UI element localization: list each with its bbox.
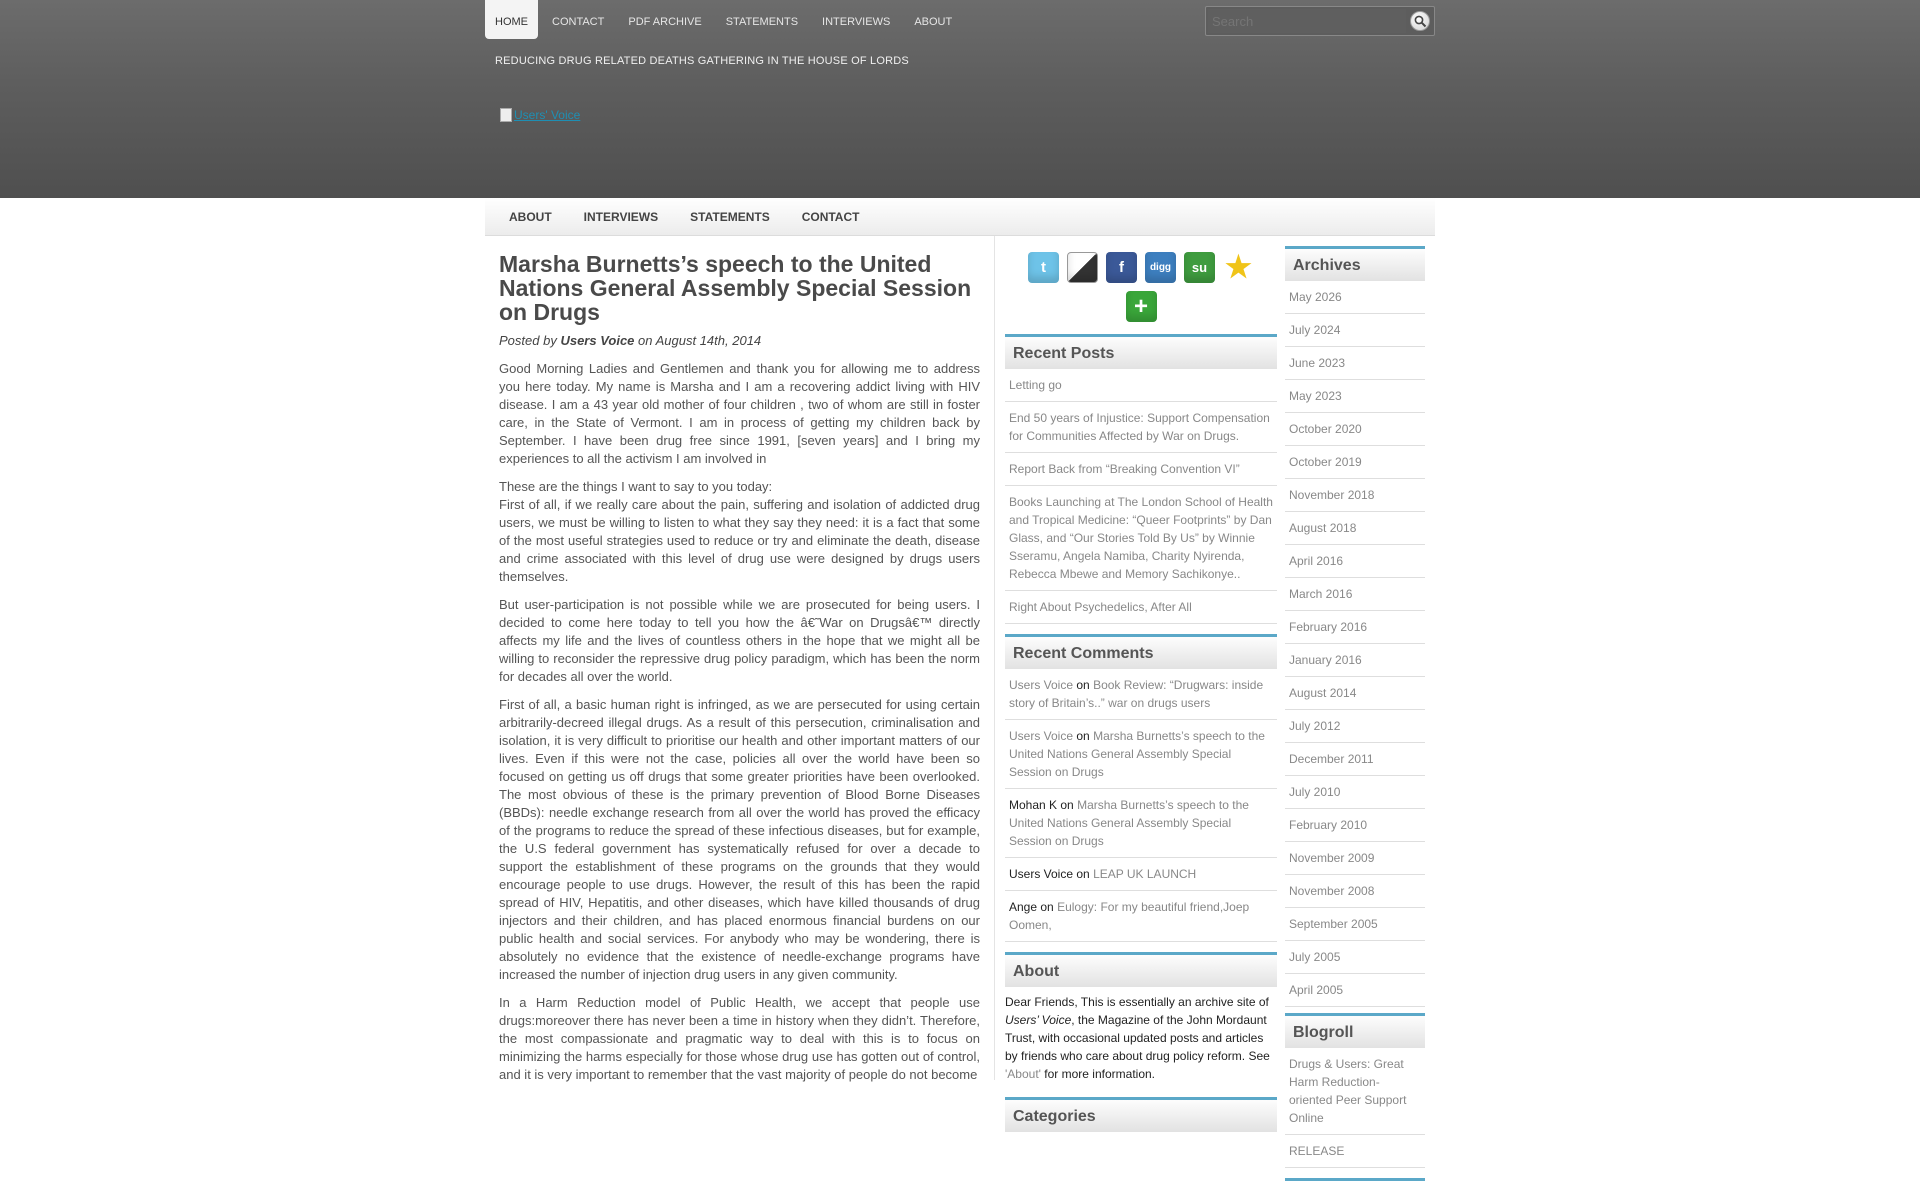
about-heading: About [1005,952,1277,987]
post-title: Marsha Burnetts’s speech to the United Nations General Assembly Special Session on Drugs [499,251,972,325]
about-text [1005,987,1277,1091]
top-navigation [485,0,966,39]
recent-posts-list [1005,369,1277,624]
archive-month-link[interactable]: July 2024 [1285,314,1425,347]
comment-post-link[interactable]: Eulogy: For my beautiful friend,Joep Oomen, [1009,900,1250,932]
post-meta [499,333,980,348]
comment-author-link[interactable]: Users Voice [1009,678,1074,692]
post-paragraph: In a Harm Reduction model of Public Health, we accept that people use drugs:moreover there has never been a time in history when they didn’t. Therefore, the most compassionate and pragmatic way to deal with this is to focus on minimizing the harms especially for those whose drug use has gotten out of control, and it is very important to remember that the vast majority of people do not become [499,995,980,1082]
archive-month-link[interactable]: April 2005 [1285,974,1425,1007]
archive-month-link[interactable]: February 2010 [1285,809,1425,842]
comment-item [1005,669,1277,720]
search-input[interactable] [1208,9,1406,33]
share-icons [1005,236,1277,328]
about-text-1: Dear Friends, This is essentially an archive site of [1005,995,1269,1009]
favorite-star-icon[interactable]: ★ [1225,251,1252,284]
column-divider [994,236,995,1080]
comment-item [1005,858,1277,891]
blogroll-list [1285,1048,1425,1168]
recent-post-link[interactable]: Letting go [1005,369,1277,402]
mainnav-contact[interactable]: CONTACT [801,210,860,224]
digg-icon[interactable]: digg [1145,252,1176,283]
comment-author: Users Voice [1009,867,1074,881]
main-navigation [485,198,1435,236]
recent-post-link[interactable]: Report Back from “Breaking Convention VI” [1005,453,1277,486]
recent-posts-heading: Recent Posts [1005,334,1277,369]
comment-author: Ange [1009,900,1038,914]
post-article [499,248,980,1094]
archive-month-link[interactable]: September 2005 [1285,908,1425,941]
post-paragraph: First of all, a basic human right is infringed, as we are persecuted for using certain arbitrarily-decreed illegal drugs. As a result of this persecution, criminalisation and isolation, it is very difficult to prioritise our health and other important matters of our lives. Even if this were not the case, policies all over the world have been so focused on getting us off drugs that some greater priorities have been overlooked. The most obvious of these is the primary prevention of Blood Borne Diseases (BBDs): needle exchange research from all over the world has proved the efficacy of the programs to reduce the spread of these infectious diseases, but for example, the U.S federal government has systematically refused for over a decade to support the establishment of these programs on the grounds that they would encourage people to use drugs. However, the result of this has been the rapid spread of HIV, Hepatitis, and other diseases, which have killed thousands of drug injectors and their children, and has placed enormous financial burdens on our public health and social services. For anybody who may be wondering, there is absolutely no evidence that the existence of needle-exchange programs have increased the number of injection drug users in any given community. [499,697,980,982]
comment-item [1005,789,1277,858]
right-sidebar [1285,236,1425,1181]
comment-post-link[interactable]: LEAP UK LAUNCH [1093,867,1197,881]
archive-month-link[interactable]: November 2018 [1285,479,1425,512]
archives-heading: Archives [1285,246,1425,281]
search-button[interactable] [1410,11,1430,31]
topnav-statements[interactable]: STATEMENTS [725,16,799,28]
comment-on: on [1076,678,1090,692]
archive-month-link[interactable]: November 2008 [1285,875,1425,908]
topnav-home[interactable]: HOME [485,0,538,39]
blogroll-heading: Blogroll [1285,1013,1425,1048]
featured-headline-link[interactable]: REDUCING DRUG RELATED DEATHS GATHERING IN THE HOUSE OF LORDS [495,55,909,67]
about-text-italic: Users’ Voice [1005,1013,1072,1027]
about-text-3: for more information. [1044,1067,1156,1081]
archive-month-link[interactable]: January 2016 [1285,644,1425,677]
stumbleupon-icon[interactable]: su [1184,252,1215,283]
topnav-interviews[interactable]: INTERVIEWS [822,16,891,28]
comment-author: Mohan K [1009,798,1058,812]
archive-month-link[interactable]: November 2009 [1285,842,1425,875]
meta-prefix: Posted by [499,333,557,348]
archive-month-link[interactable]: February 2016 [1285,611,1425,644]
facebook-icon[interactable]: f [1106,252,1137,283]
comment-on: on [1076,867,1090,881]
about-link[interactable]: 'About' [1005,1067,1041,1081]
archive-month-link[interactable]: August 2014 [1285,677,1425,710]
comment-on: on [1076,729,1090,743]
recent-post-link[interactable]: Books Launching at The London School of Health and Tropical Medicine: “Queer Footprints” by Dan Glass, and “Our Stories Told By Us” by Winnie Sseramu, Angela Namiba, Charity Nyirenda, Rebecca Mbewe and Memory Sachikonye.. [1005,486,1277,591]
archive-month-link[interactable]: May 2023 [1285,380,1425,413]
recent-comments-heading: Recent Comments [1005,634,1277,669]
blogroll-link[interactable]: RELEASE [1285,1135,1425,1168]
mainnav-statements[interactable]: STATEMENTS [690,210,770,224]
post-date: on August 14th, 2014 [638,333,762,348]
post-paragraph: But user-participation is not possible while we are prosecuted for being users. I decided to come here today to tell you how the â€˜War on Drugsâ€™ directly affects my life and the lives of countless others in the hope that we might all be willing to reconsider the repressive drug policy paradigm, which has been the norm for decades all over the world. [499,597,980,684]
comment-on: on [1060,798,1074,812]
comment-on: on [1040,900,1054,914]
delicious-icon[interactable] [1067,252,1098,283]
twitter-icon[interactable]: t [1028,252,1059,283]
comment-post-link[interactable]: Book Review: “Drugwars: inside story of Britain’s..” war on drugs users [1009,678,1264,710]
blogroll-link[interactable]: Drugs & Users: Great Harm Reduction-oriented Peer Support Online [1285,1048,1425,1135]
logo-alt-text: Users' Voice [514,108,581,122]
site-logo[interactable] [500,108,580,122]
archive-month-link[interactable]: October 2019 [1285,446,1425,479]
archive-month-link[interactable]: May 2026 [1285,281,1425,314]
archive-month-link[interactable]: July 2010 [1285,776,1425,809]
post-author-link[interactable]: Users Voice [560,333,635,348]
archive-month-link[interactable]: March 2016 [1285,578,1425,611]
post-body [499,360,980,1084]
about-text-2: , the Magazine of the John Mordaunt Trust, with occasional updated posts and articles by friends who care about drug policy reform. See [1005,1013,1270,1063]
mainnav-interviews[interactable]: INTERVIEWS [583,210,659,224]
recent-comments-list [1005,669,1277,942]
search-box [1205,6,1435,36]
categories-heading: Categories [1005,1097,1277,1132]
comment-post-link[interactable]: Marsha Burnetts’s speech to the United Nations General Assembly Special Session on Drugs [1009,798,1249,848]
archive-month-link[interactable]: August 2018 [1285,512,1425,545]
topnav-pdf-archive[interactable]: PDF ARCHIVE [628,16,702,28]
archives-list [1285,281,1425,1007]
comment-item [1005,720,1277,789]
mainnav-about[interactable]: ABOUT [509,210,552,224]
comment-author-link[interactable]: Users Voice [1009,729,1074,743]
archive-month-link[interactable]: December 2011 [1285,743,1425,776]
add-more-icon[interactable]: + [1126,291,1157,322]
archive-month-link[interactable]: June 2023 [1285,347,1425,380]
search-icon [1414,15,1427,28]
comment-item [1005,891,1277,942]
archive-month-link[interactable]: July 2005 [1285,941,1425,974]
recent-post-link[interactable]: Right About Psychedelics, After All [1005,591,1277,624]
post-paragraph: These are the things I want to say to you today: First of all, if we really care about the pain, suffering and isolation of addicted drug users, we must be willing to listen to what they say they need: it is a fact that some of the most useful strategies used to reduce or try and eliminate the death, disease and crime associated with this level of drug use were designed by drugs users themselves. [499,479,980,584]
broken-image-icon [500,108,512,122]
archive-month-link[interactable]: July 2012 [1285,710,1425,743]
topnav-contact[interactable]: CONTACT [552,16,605,28]
archive-month-link[interactable]: October 2020 [1285,413,1425,446]
topnav-about[interactable]: ABOUT [914,16,953,28]
comment-post-link[interactable]: Marsha Burnetts’s speech to the United Nations General Assembly Special Session on Drugs [1009,729,1265,779]
archive-month-link[interactable]: April 2016 [1285,545,1425,578]
middle-sidebar [1005,236,1277,1132]
recent-post-link[interactable]: End 50 years of Injustice: Support Compensation for Communities Affected by War on Drugs. [1005,402,1277,453]
post-paragraph: Good Morning Ladies and Gentlemen and thank you for allowing me to address you here today. My name is Marsha and I am a recovering addict living with HIV disease. I am a 43 year old mother of four children , two of whom are still in foster care, in the State of Vermont. I am in process of getting my children back by September. I have been drug free since 1991, [seven years] and I bring my experiences to all the activism I am involved in [499,361,980,466]
